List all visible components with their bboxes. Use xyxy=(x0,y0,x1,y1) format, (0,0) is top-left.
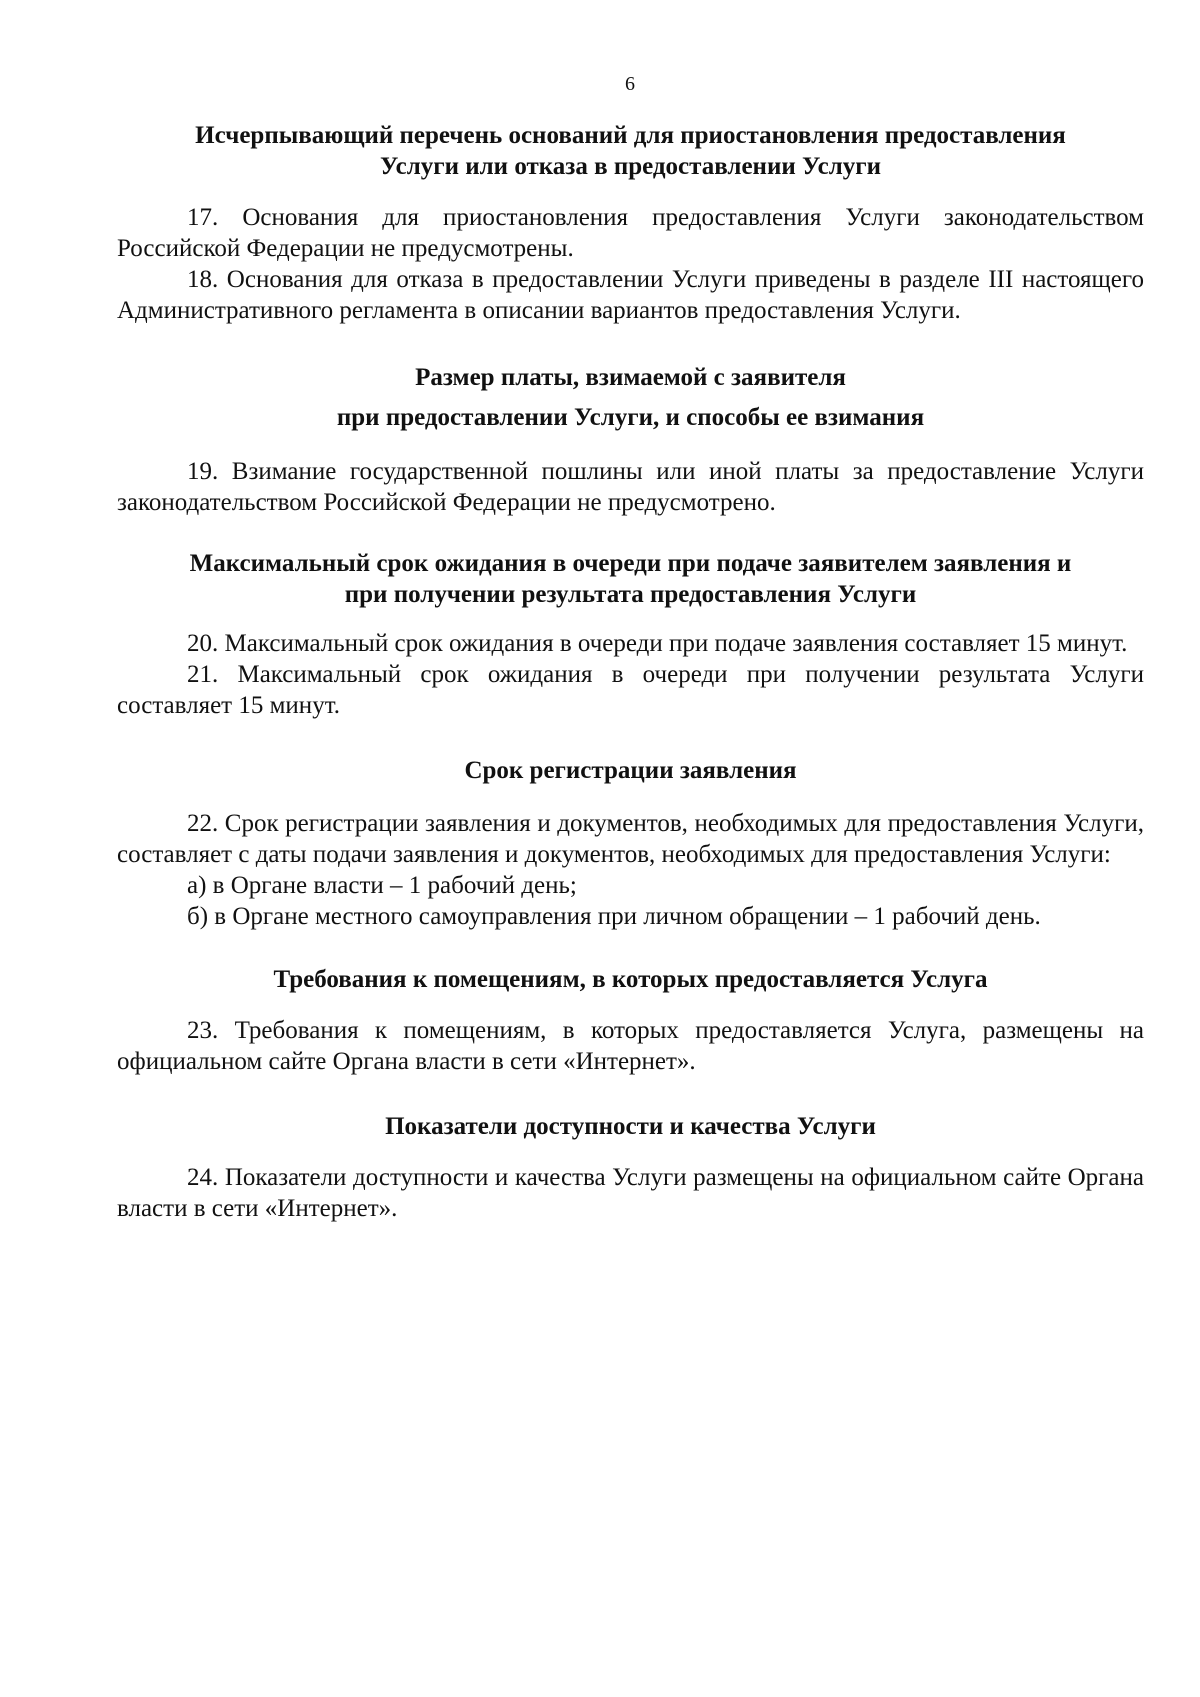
paragraph-22-a: а) в Органе власти – 1 рабочий день; xyxy=(187,872,577,899)
section-heading-suspension-grounds xyxy=(117,120,1144,182)
heading-line: Исчерпывающий перечень оснований для приостановления предоставления xyxy=(195,122,1066,149)
heading-line: Показатели доступности и качества Услуги xyxy=(385,1113,876,1140)
paragraph-23: 23. Требования к помещениям, в которых предоставляется Услуга, размещены на официальном сайте Органа власти в сети «Интернет». xyxy=(117,1017,1144,1075)
heading-line: Максимальный срок ожидания в очереди при подаче заявителем заявления и xyxy=(189,550,1072,577)
paragraph-21: 21. Максимальный срок ожидания в очереди при получении результата Услуги составляет 15 минут. xyxy=(117,661,1144,719)
heading-line: Размер платы, взимаемой с заявителя xyxy=(415,364,846,391)
section-body xyxy=(117,1162,1144,1224)
section-heading-premises xyxy=(117,964,1144,995)
paragraph-20: 20. Максимальный срок ожидания в очереди при подаче заявления составляет 15 минут. xyxy=(187,630,1128,657)
heading-line: Срок регистрации заявления xyxy=(464,757,797,784)
paragraph-22-b: б) в Органе местного самоуправления при личном обращении – 1 рабочий день. xyxy=(187,903,1041,930)
section-heading-registration-term xyxy=(117,755,1144,786)
section-heading-accessibility xyxy=(117,1111,1144,1142)
section-body xyxy=(117,1015,1144,1077)
section-body xyxy=(117,456,1144,518)
heading-line: при предоставлении Услуги, и способы ее взимания xyxy=(336,404,925,431)
document-content xyxy=(117,120,1144,1224)
page-number: 6 xyxy=(625,73,635,95)
paragraph-18: 18. Основания для отказа в предоставлении Услуги приведены в разделе III настоящего Административного регламента в описании вариантов предоставления Услуги. xyxy=(117,266,1144,324)
heading-line: при получении результата предоставления Услуги xyxy=(344,581,917,608)
paragraph-17: 17. Основания для приостановления предоставления Услуги законодательством Российской Федерации не предусмотрены. xyxy=(117,204,1144,262)
heading-line: Услуги или отказа в предоставлении Услуги xyxy=(379,153,882,180)
section-body xyxy=(117,202,1144,326)
section-body xyxy=(117,808,1144,932)
section-body xyxy=(117,628,1144,721)
section-heading-queue-time xyxy=(117,548,1144,610)
paragraph-24: 24. Показатели доступности и качества Услуги размещены на официальном сайте Органа власти в сети «Интернет». xyxy=(117,1164,1144,1222)
section-heading-fee xyxy=(117,358,1144,438)
paragraph-19: 19. Взимание государственной пошлины или иной платы за предоставление Услуги законодательством Российской Федерации не предусмотрено. xyxy=(117,458,1144,516)
paragraph-22: 22. Срок регистрации заявления и документов, необходимых для предоставления Услуги, составляет с даты подачи заявления и документов, необходимых для предоставления Услуги: xyxy=(117,810,1144,868)
heading-line: Требования к помещениям, в которых предоставляется Услуга xyxy=(273,966,988,993)
